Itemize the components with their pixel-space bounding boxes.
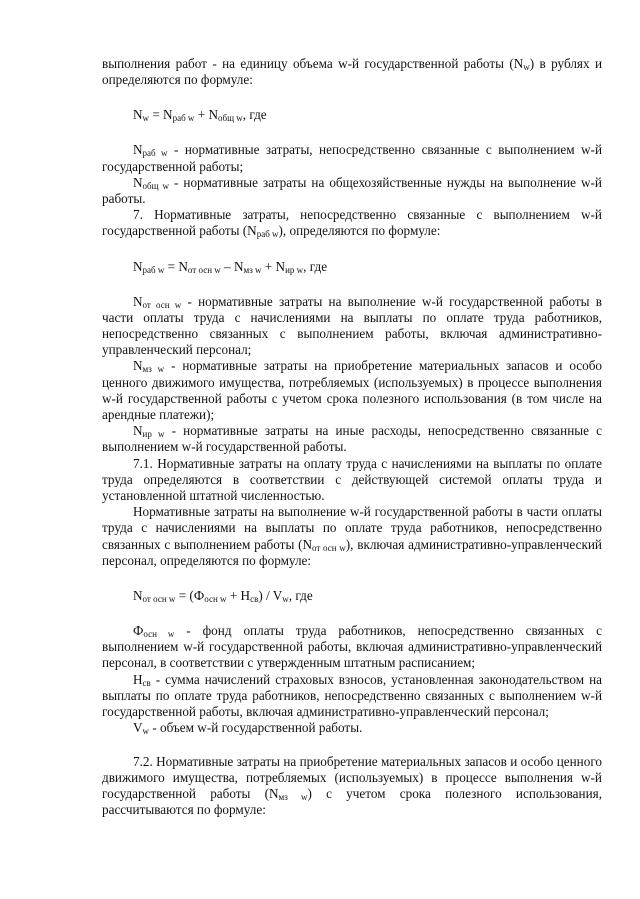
paragraph-7-1-formula-intro: Нормативные затраты на выполнение w-й государственной работы в части оплаты труда с начислениями на выплаты по оплате труда работников, непосредственно связанных с выполнением работы $(N_{от осн w})$, включая административно-управленческий персонал, определяются по формуле: [102, 504, 602, 568]
definition-vw: $V_w$ - объем w-й государственной работы. [133, 720, 363, 737]
text: ) в рублях и определяются по формуле: [102, 56, 602, 88]
definition-fosn: $Ф_{осн w}$ - фонд оплаты труда работников, непосредственно связанных с выполнением w-й государственной работы, включая административно-управленческий персонал, в соответствии с утвержденным штатным расписанием; [102, 623, 602, 671]
definition-notosn: $N_{от осн w}$ - нормативные затраты на выполнение w-й государственной работы в части оплаты труда с начислениями на выплаты по оплате труда работников, непосредственно связанных с выполнением работы, включая административно-управленческий персонал; [102, 293, 602, 358]
paragraph-7: 7. Нормативные затраты, непосредственно связанные с выполнением w-й государственной работы $(N_{раб w})$, определяются по формуле: [102, 207, 602, 240]
definition-nir: $N_{ир w}$ - нормативные затраты на иные расходы, непосредственно связанные с выполнением w-й государственной работы. [102, 423, 602, 455]
definition-nobsch: $N_{общ w}$ - нормативные затраты на общехозяйственные нужды на выполнение w-й работы. [102, 174, 602, 207]
formula-nw: $N_w = N_{раб w} + N_{общ w}$, где [133, 107, 267, 124]
formula-notosn: $N_{от осн w} = (Ф_{осн w} + Н_{св}) / V_w$, где [133, 588, 313, 605]
paragraph-intro [102, 56, 602, 88]
subscript: w [523, 62, 530, 72]
definition-nmz: $N_{мз w}$ - нормативные затраты на приобретение материальных запасов и особо ценного движимого имущества, потребляемых (используемых) в процессе выполнения w-й государственной работы с учетом срока полезного использования (в том числе на арендные платежи); [102, 358, 603, 423]
text: выполнения работ - на единицу объема w-й государственной работы (N [102, 56, 524, 71]
formula-nrab: $N_{раб w} = N_{от осн w} - N_{мз w} + N_{ир w}$, где [133, 258, 328, 275]
paragraph-7-2: 7.2. Нормативные затраты на приобретение материальных запасов и особо ценного движимого имущества, потребляемых (используемых) в процессе выполнения w-й государственной работы $(N_{мз w})$ с учетом срока полезного использования, рассчитываются по формуле: [102, 753, 602, 818]
definition-nsv: $Н_{св}$ - сумма начислений страховых взносов, установленная законодательством на выплаты по оплате труда работников, непосредственно связанных с выполнением w-й государственной работы, включая административно-управленческий персонал; [102, 671, 602, 720]
definition-nrab: $N_{раб w}$ - нормативные затраты, непосредственно связанные с выполнением w-й государственной работы; [102, 142, 603, 174]
paragraph-7-1: 7.1. Нормативные затраты на оплату труда с начислениями на выплаты по оплате труда определяются в соответствии с действующей системой оплаты труда и установленной штатной численностью. [102, 455, 602, 504]
